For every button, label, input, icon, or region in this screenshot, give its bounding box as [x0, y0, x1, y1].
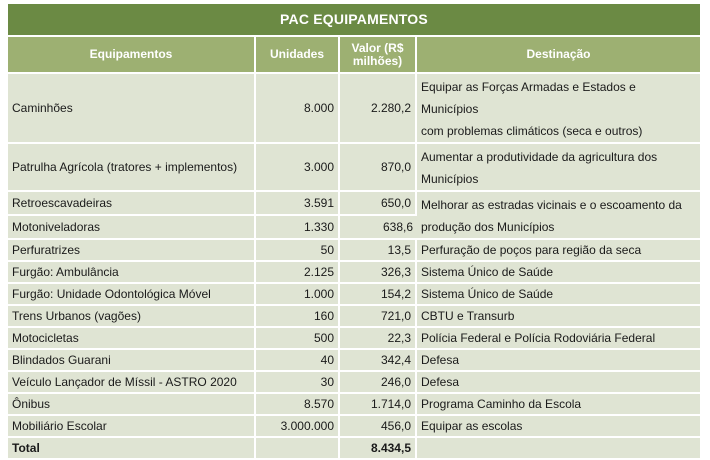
cell-destinacao: CBTU e Transurb	[417, 306, 700, 328]
table-row	[8, 262, 700, 284]
cell-valor: 326,3	[340, 262, 417, 284]
cell-equipamento: Furgão: Ambulância	[8, 262, 256, 284]
cell-unidades: 160	[256, 306, 340, 328]
cell-unidades: 50	[256, 240, 340, 262]
total-unidades	[256, 438, 340, 460]
cell-destinacao: Defesa	[417, 350, 700, 372]
cell-unidades: 8.570	[256, 394, 340, 416]
dest-line: com problemas climáticos (seca e outros)	[421, 124, 643, 138]
total-row	[8, 438, 700, 460]
dest-line: Municípios	[421, 172, 479, 186]
cell-equipamento: Furgão: Unidade Odontológica Móvel	[8, 284, 256, 306]
header-destinacao: Destinação	[417, 37, 700, 74]
table-row	[8, 192, 700, 216]
cell-unidades: 3.591	[256, 192, 340, 216]
cell-destinacao	[417, 192, 700, 240]
cell-unidades: 2.125	[256, 262, 340, 284]
cell-unidades: 500	[256, 328, 340, 350]
cell-equipamento: Motoniveladoras	[8, 216, 256, 240]
cell-valor: 154,2	[340, 284, 417, 306]
cell-unidades: 1.000	[256, 284, 340, 306]
total-label: Total	[8, 438, 256, 460]
pac-table-container	[8, 4, 700, 460]
cell-equipamento: Ônibus	[8, 394, 256, 416]
cell-unidades: 8.000	[256, 74, 340, 144]
cell-valor: 2.280,2	[340, 74, 417, 144]
cell-equipamento: Mobiliário Escolar	[8, 416, 256, 438]
cell-valor: 456,0	[340, 416, 417, 438]
cell-destinacao: Sistema Único de Saúde	[417, 262, 700, 284]
dest-line: produção dos Municípios	[421, 220, 555, 234]
cell-equipamento: Perfuratrizes	[8, 240, 256, 262]
cell-equipamento: Retroescavadeiras	[8, 192, 256, 216]
cell-destinacao: Programa Caminho da Escola	[417, 394, 700, 416]
cell-valor: 721,0	[340, 306, 417, 328]
table-title: PAC EQUIPAMENTOS	[8, 4, 700, 37]
cell-equipamento: Blindados Guarani	[8, 350, 256, 372]
cell-valor: 638,6	[340, 216, 417, 240]
header-row	[8, 37, 700, 74]
cell-unidades: 40	[256, 350, 340, 372]
dest-line: Melhorar as estradas vicinais e o escoamento da	[421, 198, 682, 212]
header-valor	[340, 37, 417, 74]
cell-destinacao	[417, 144, 700, 192]
equipment-table	[8, 37, 700, 460]
table-row	[8, 144, 700, 192]
table-row	[8, 74, 700, 144]
cell-destinacao	[417, 74, 700, 144]
table-row	[8, 284, 700, 306]
cell-equipamento: Caminhões	[8, 74, 256, 144]
table-row	[8, 394, 700, 416]
cell-valor: 342,4	[340, 350, 417, 372]
cell-valor: 650,0	[340, 192, 417, 216]
table-row	[8, 306, 700, 328]
dest-line: Equipar as Forças Armadas e Estados e Municípios	[421, 80, 636, 116]
cell-destinacao: Sistema Único de Saúde	[417, 284, 700, 306]
dest-line: Aumentar a produtividade da agricultura dos	[421, 150, 658, 164]
table-row	[8, 328, 700, 350]
cell-unidades: 3.000.000	[256, 416, 340, 438]
header-valor-line2: milhões)	[352, 53, 403, 68]
cell-valor: 22,3	[340, 328, 417, 350]
cell-equipamento: Motocicletas	[8, 328, 256, 350]
header-valor-line1: Valor (R$	[351, 40, 404, 55]
header-equipamentos: Equipamentos	[8, 37, 256, 74]
table-row	[8, 416, 700, 438]
table-row	[8, 372, 700, 394]
table-row	[8, 350, 700, 372]
cell-valor: 246,0	[340, 372, 417, 394]
cell-valor: 1.714,0	[340, 394, 417, 416]
cell-equipamento: Trens Urbanos (vagões)	[8, 306, 256, 328]
cell-unidades: 3.000	[256, 144, 340, 192]
cell-unidades: 1.330	[256, 216, 340, 240]
cell-equipamento: Veículo Lançador de Míssil - ASTRO 2020	[8, 372, 256, 394]
table-row	[8, 240, 700, 262]
cell-destinacao: Perfuração de poços para região da seca	[417, 240, 700, 262]
cell-equipamento: Patrulha Agrícola (tratores + implementos)	[8, 144, 256, 192]
total-destinacao	[417, 438, 700, 460]
total-valor: 8.434,5	[340, 438, 417, 460]
cell-valor: 870,0	[340, 144, 417, 192]
cell-valor: 13,5	[340, 240, 417, 262]
cell-destinacao: Equipar as escolas	[417, 416, 700, 438]
cell-destinacao: Defesa	[417, 372, 700, 394]
cell-unidades: 30	[256, 372, 340, 394]
header-unidades: Unidades	[256, 37, 340, 74]
cell-destinacao: Polícia Federal e Polícia Rodoviária Federal	[417, 328, 700, 350]
